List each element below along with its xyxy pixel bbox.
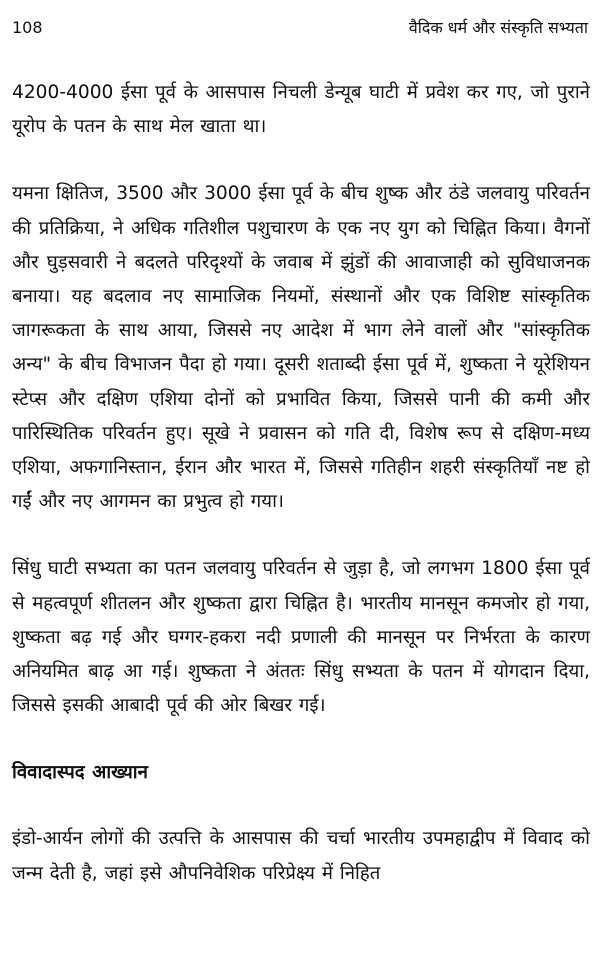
paragraph: इंडो-आर्यन लोगों की उत्पत्ति के आसपास की चर्चा भारतीय उपमहाद्वीप में विवाद को जन्म देती है, जहां इसे औपनिवेशिक परिप्रेक्ष्य में निहित <box>12 828 590 884</box>
page-body <box>12 76 590 891</box>
paragraph: सिंधु घाटी सभ्यता का पतन जलवायु परिवर्तन से जुड़ा है, जो लगभग 1800 ईसा पूर्व से महत्वपूर्ण शीतलन और शुष्कता द्वारा चिह्नित है। भारतीय मानसून कमजोर हो गया, शुष्कता बढ़ गई और घग्गर-हकरा नदी प्रणाली की मानसून पर निर्भरता के कारण अनियमित बाढ़ आ गई। शुष्कता ने अंततः सिंधु सभ्यता के पतन में योगदान दिया, जिससे इसकी आबादी पूर्व की ओर बिखर गई। <box>12 558 590 717</box>
paragraph: यमना क्षितिज, 3500 और 3000 ईसा पूर्व के बीच शुष्क और ठंडे जलवायु परिवर्तन की प्रतिक्रिया, ने अधिक गतिशील पशुचारण के एक नए युग को चिह्नित किया। वैगनों और घुड़सवारी ने बदलते परिदृश्यों के जवाब में झुंडों की आवाजाही को सुविधाजनक बनाया। यह बदलाव नए सामाजिक नियमों, संस्थानों और एक विशिष्ट सांस्कृतिक जागरूकता के साथ आया, जिससे नए आदेश में भाग लेने वालों और "सांस्कृतिक अन्य" के बीच विभाजन पैदा हो गया। दूसरी शताब्दी ईसा पूर्व में, शुष्कता ने यूरेशियन स्टेप्स और दक्षिण एशिया दोनों को प्रभावित किया, जिससे पानी की कमी और पारिस्थितिक परिवर्तन हुए। सूखे ने प्रवासन को गति दी, विशेष रूप से दक्षिण-मध्य एशिया, अफगानिस्तान, ईरान और भारत में, जिससे गतिहीन शहरी संस्कृतियाँ नष्ट हो गईं और नए आगमन का प्रभुत्व हो गया। <box>12 183 590 513</box>
paragraph: 4200-4000 ईसा पूर्व के आसपास निचली डेन्यूब घाटी में प्रवेश कर गए, जो पुराने यूरोप के पतन के साथ मेल खाता था। <box>12 82 590 138</box>
page-header <box>12 14 588 40</box>
page-number: 108 <box>12 17 43 37</box>
section-heading: विवादास्पद आख्यान <box>12 762 148 784</box>
running-title: वैदिक धर्म और संस्कृति सभ्यता <box>408 18 588 37</box>
